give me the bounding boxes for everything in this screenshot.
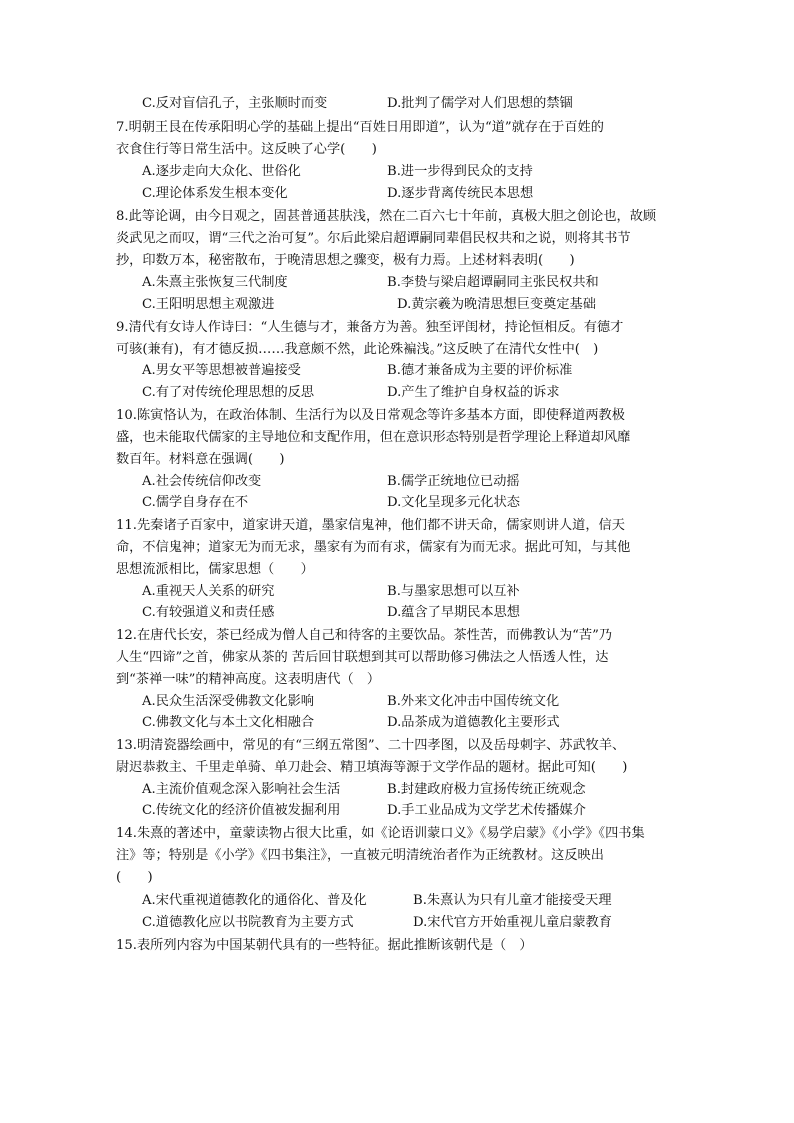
option-a: A.重视天人关系的研究 (142, 584, 275, 599)
option-b: B.与墨家思想可以互补 (387, 584, 520, 599)
option-a: A.逐步走向大众化、世俗化 (142, 164, 301, 179)
question-11-stem: 思想流派相比，儒家思想（ ） (116, 562, 314, 577)
option-b: B.德才兼备成为主要的评价标准 (387, 363, 573, 378)
question-10-stem: 数百年。材料意在强调( ) (116, 452, 285, 467)
option-d: D.品茶成为道德教化主要形式 (387, 715, 560, 730)
question-13-stem: 尉迟恭救主、千里走单骑、单刀赴会、精卫填海等源于文学作品的题材。据此可知( ) (116, 760, 628, 775)
option-c: C.有较强道义和责任感 (142, 605, 275, 620)
question-15-stem: 15.表所列内容为中国某朝代具有的一些特征。据此推断该朝代是（ ） (116, 938, 533, 953)
question-11-stem: 11.先秦诸子百家中，道家讲天道，墨家信鬼神，他们都不讲天命，儒家则讲人道，信天 (116, 518, 625, 533)
option-a: A.朱熹主张恢复三代制度 (142, 275, 288, 290)
question-7-stem: 7.明朝王艮在传承阳明心学的基础上提出“百姓日用即道”，认为“道”就存在于百姓的 (116, 120, 604, 135)
option-c: C.王阳明思想主观激进 (142, 297, 275, 312)
option-b: B.进一步得到民众的支持 (387, 164, 533, 179)
question-10-stem: 10.陈寅恪认为，在政治体制、生活行为以及日常观念等许多基本方面，即使释道两教极 (116, 408, 625, 423)
option-c: C.有了对传统伦理思想的反思 (142, 385, 315, 400)
question-8-stem: 抄，印数万本，秘密散布，于晚清思想之骤变，极有力焉。上述材料表明( ) (116, 253, 575, 268)
option-b: B.外来文化冲击中国传统文化 (387, 694, 560, 709)
option-c: C.儒学自身存在不 (142, 495, 249, 510)
question-12-stem: 人生“四谛”之首，佛家从茶的 苦后回甘联想到其可以帮助修习佛法之人悟透人性，达 (116, 650, 609, 665)
question-10-stem: 盛，也未能取代儒家的主导地位和支配作用，但在意识形态特别是哲学理论上释道却风靡 (116, 430, 631, 445)
question-11-stem: 命，不信鬼神；道家无为而无求，墨家有为而有求，儒家有为而无求。据此可知，与其他 (116, 540, 631, 555)
option-c: C.反对盲信孔子，主张顺时而变 (142, 96, 328, 111)
option-a: A.社会传统信仰改变 (142, 474, 262, 489)
question-14-stem: 14.朱熹的著述中，童蒙读物占很大比重，如《论语训蒙口义》《易学启蒙》《小学》《四书集 (116, 826, 645, 841)
option-a: A.宋代重视道德教化的通俗化、普及化 (142, 893, 367, 908)
option-c: C.道德教化应以书院教育为主要方式 (142, 915, 354, 930)
option-a: A.男女平等思想被普遍接受 (142, 363, 301, 378)
option-d: D.逐步背离传统民本思想 (387, 186, 534, 201)
question-7-stem: 衣食住行等日常生活中。这反映了心学( ) (116, 142, 377, 157)
question-9-stem: 9.清代有女诗人作诗曰：“人生德与才，兼备方为善。独至评闺材，持论恒相反。有德才 (116, 320, 624, 335)
option-b: B.李贽与梁启超谭嗣同主张民权共和 (387, 275, 599, 290)
option-a: A.主流价值观念深入影响社会生活 (142, 782, 341, 797)
option-d: D.产生了维护自身权益的诉求 (387, 385, 560, 400)
question-14-stem: 注》等；特别是《小学》《四书集注》，一直被元明清统治者作为正统教材。这反映出 (116, 848, 604, 863)
option-a: A.民众生活深受佛教文化影响 (142, 694, 314, 709)
option-b: B.封建政府极力宣扬传统正统观念 (387, 782, 586, 797)
option-d: D.手工业品成为文学艺术传播媒介 (387, 803, 586, 818)
option-d: D.黄宗羲为晚清思想巨变奠定基础 (397, 297, 596, 312)
option-d: D.文化呈现多元化状态 (387, 495, 520, 510)
option-c: C.佛教文化与本土文化相融合 (142, 715, 315, 730)
question-8-stem: 炎武见之而叹，谓“三代之治可复”。尔后此梁启超谭嗣同辈倡民权共和之说，则将其书节 (116, 231, 631, 246)
option-d: D.批判了儒学对人们思想的禁锢 (387, 96, 573, 111)
question-8-stem: 8.此等论调，由今日观之，固甚普通甚肤浅，然在二百六七十年前，真极大胆之创论也，故顾 (116, 209, 657, 224)
option-c: C.理论体系发生根本变化 (142, 186, 288, 201)
question-14-stem: ( ) (116, 870, 153, 885)
question-9-stem: 可骇(兼有)，有才德反损……我意颇不然，此论殊褊浅。”这反映了在清代女性中( ) (116, 342, 599, 357)
option-b: B.朱熹认为只有儿童才能接受天理 (413, 893, 612, 908)
question-12-stem: 到“茶禅一味”的精神高度。这表明唐代（ ） (116, 672, 381, 687)
question-13-stem: 13.明清瓷器绘画中，常见的有“三纲五常图”、二十四孝图，以及岳母刺字、苏武牧羊、 (116, 738, 626, 753)
option-d: D.蕴含了早期民本思想 (387, 605, 520, 620)
question-12-stem: 12.在唐代长安，茶已经成为僧人自己和待客的主要饮品。茶性苦，而佛教认为“苦”乃 (116, 628, 613, 643)
option-c: C.传统文化的经济价值被发掘利用 (142, 803, 341, 818)
option-b: B.儒学正统地位已动摇 (387, 474, 520, 489)
option-d: D.宋代官方开始重视儿童启蒙教育 (413, 915, 612, 930)
